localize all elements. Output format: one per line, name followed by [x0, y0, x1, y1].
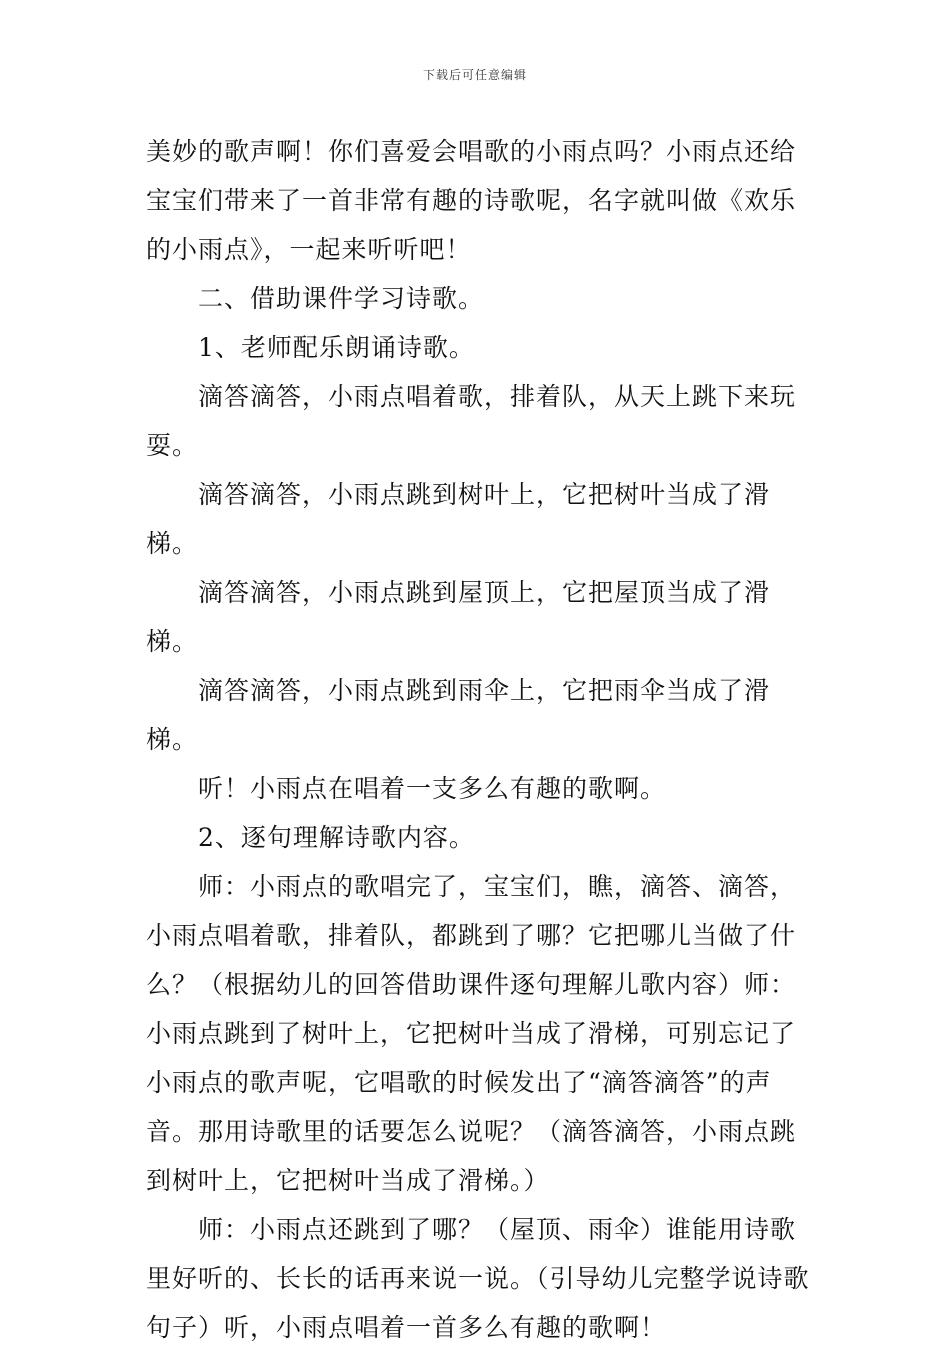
paragraph: 二、借助课件学习诗歌。 [198, 284, 485, 313]
document-body [146, 127, 810, 1352]
paragraph: 2、逐句理解诗歌内容。 [198, 823, 475, 852]
paragraph: 滴答滴答，小雨点跳到树叶上，它把树叶当成了滑梯。 [146, 480, 771, 558]
paragraph: 师：小雨点还跳到了哪？（屋顶、雨伞）谁能用诗歌里好听的、长长的话再来说一说。（引导幼儿完整学说诗歌句子）听，小雨点唱着一首多么有趣的歌啊！ [146, 1215, 810, 1342]
paragraph: 滴答滴答，小雨点跳到雨伞上，它把雨伞当成了滑梯。 [146, 676, 771, 754]
paragraph: 听！小雨点在唱着一支多么有趣的歌啊。 [198, 774, 667, 803]
paragraph: 师：小雨点的歌唱完了，宝宝们，瞧，滴答、滴答，小雨点唱着歌，排着队，都跳到了哪？它把哪儿当做了什么？（根据幼儿的回答借助课件逐句理解儿歌内容）师：小雨点跳到了树叶上，它把树叶当成了滑梯，可别忘记了小雨点的歌声呢，它唱歌的时候发出了“滴答滴答”的声音。那用诗歌里的话要怎么说呢？（滴答滴答，小雨点跳到树叶上，它把树叶当成了滑梯。） [146, 872, 797, 1195]
paragraph: 滴答滴答，小雨点唱着歌，排着队，从天上跳下来玩耍。 [146, 382, 797, 460]
paragraph: 滴答滴答，小雨点跳到屋顶上，它把屋顶当成了滑梯。 [146, 578, 771, 656]
page-header-note: 下载后可任意编辑 [422, 68, 527, 82]
paragraph: 美妙的歌声啊！你们喜爱会唱歌的小雨点吗？小雨点还给宝宝们带来了一首非常有趣的诗歌呢，名字就叫做《欢乐的小雨点》，一起来听听吧！ [146, 137, 797, 264]
paragraph: 1、老师配乐朗诵诗歌。 [198, 333, 475, 362]
